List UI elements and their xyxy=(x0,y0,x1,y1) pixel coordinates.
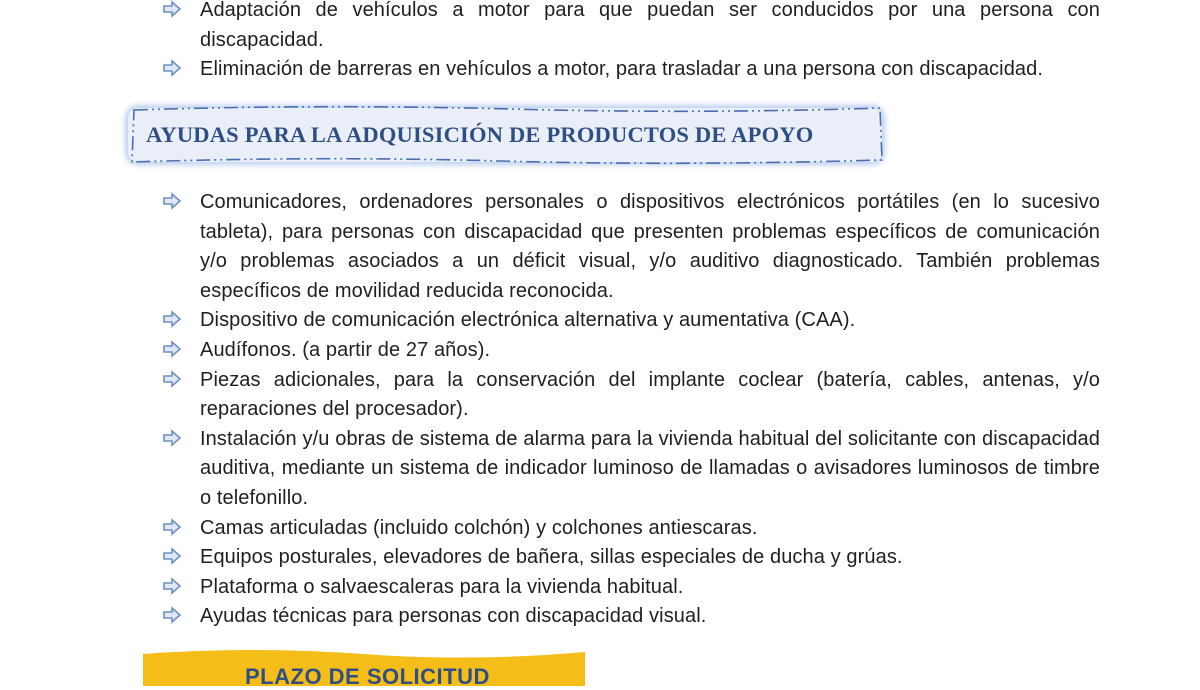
list-item xyxy=(160,55,1100,85)
section-heading-title: AYUDAS PARA LA ADQUISICIÓN DE PRODUCTOS DE APOYO xyxy=(146,122,814,147)
arrow-bullet-icon xyxy=(162,310,182,328)
arrow-bullet-icon xyxy=(162,547,182,565)
list-item-text: Dispositivo de comunicación electrónica alternativa y aumentativa (CAA). xyxy=(200,309,856,332)
arrow-bullet-icon xyxy=(162,577,182,595)
arrow-bullet-icon xyxy=(162,340,182,358)
list-item xyxy=(160,602,1100,632)
list-item xyxy=(160,543,1100,573)
arrow-bullet-icon xyxy=(162,192,182,210)
list-item xyxy=(160,366,1100,425)
list-item xyxy=(160,425,1100,514)
list-item-text: Plataforma o salvaescaleras para la vivienda habitual. xyxy=(200,575,684,598)
list-item-text: Equipos posturales, elevadores de bañera, sillas especiales de ducha y grúas. xyxy=(200,546,903,569)
top-bullet-list xyxy=(160,0,1100,85)
arrow-bullet-icon xyxy=(162,0,182,18)
list-item xyxy=(160,514,1100,544)
next-section-heading: PLAZO DE SOLICITUD xyxy=(245,664,490,689)
list-item xyxy=(160,188,1100,306)
list-item xyxy=(160,573,1100,603)
section-heading xyxy=(120,98,892,172)
list-item-text: Eliminación de barreras en vehículos a motor, para trasladar a una persona con discapacidad. xyxy=(200,58,1044,81)
list-item-text: Piezas adicionales, para la conservación del implante coclear (batería, cables, antenas, y/o reparaciones del procesador). xyxy=(200,368,1100,421)
arrow-bullet-icon xyxy=(162,429,182,447)
arrow-bullet-icon xyxy=(162,606,182,624)
arrow-bullet-icon xyxy=(162,518,182,536)
list-item-text: Adaptación de vehículos a motor para que puedan ser conducidos por una persona con discapacidad. xyxy=(200,0,1100,51)
products-bullet-list xyxy=(160,188,1100,632)
list-item-text: Camas articuladas (incluido colchón) y colchones antiescaras. xyxy=(200,516,758,539)
arrow-bullet-icon xyxy=(162,59,182,77)
list-item-text: Comunicadores, ordenadores personales o dispositivos electrónicos portátiles (en lo sucesivo tableta), para personas con discapacidad que presenten problemas específicos de comunicación y/o problemas asociados a un déficit visual, y/o auditivo diagnosticado. También problemas específicos de movilidad reducida reconocida. xyxy=(200,191,1100,302)
list-item xyxy=(160,336,1100,366)
list-item xyxy=(160,0,1100,55)
list-item-text: Ayudas técnicas para personas con discapacidad visual. xyxy=(200,605,707,628)
list-item xyxy=(160,306,1100,336)
list-item-text: Instalación y/u obras de sistema de alarma para la vivienda habitual del solicitante con discapacidad auditiva, mediante un sistema de indicador luminoso de llamadas o avisadores luminosos de timbre o telefonillo. xyxy=(200,427,1100,509)
arrow-bullet-icon xyxy=(162,370,182,388)
list-item-text: Audífonos. (a partir de 27 años). xyxy=(200,338,491,361)
